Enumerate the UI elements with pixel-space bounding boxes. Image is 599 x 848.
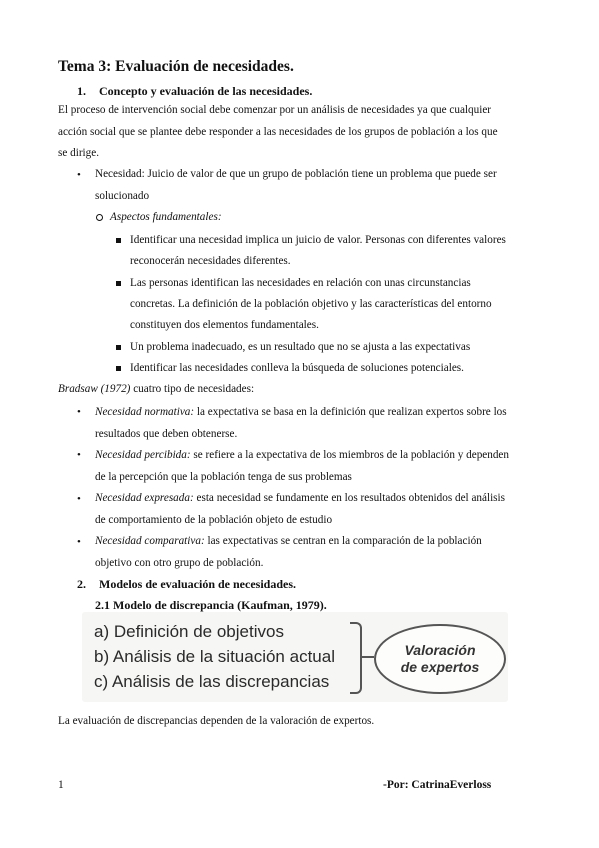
discrepancy-model-diagram bbox=[82, 612, 508, 702]
page-title: Tema 3: Evaluación de necesidades. bbox=[58, 58, 294, 75]
intro-line-3: se dirige. bbox=[58, 147, 100, 159]
section-2-number: 2. bbox=[77, 577, 86, 591]
bullet-icon: • bbox=[77, 536, 81, 548]
section-2-title: Modelos de evaluación de necesidades. bbox=[99, 577, 296, 591]
tipo-4-line-2: objetivo con otro grupo de población. bbox=[95, 557, 264, 569]
bullet-icon: • bbox=[77, 449, 81, 461]
tipo-2-text: se refiere a la expectativa de los miembros de la población y dependen bbox=[190, 449, 509, 461]
right-brace-icon bbox=[350, 622, 362, 694]
hollow-circle-bullet-icon bbox=[96, 214, 103, 221]
aspecto-2-line-2: concretas. La definición de la población objetivo y las características del entorno bbox=[130, 298, 492, 310]
tipo-3-term: Necesidad expresada: bbox=[95, 492, 194, 504]
section-1-heading bbox=[77, 84, 312, 99]
section-1-number: 1. bbox=[77, 84, 86, 98]
tipo-4-term: Necesidad comparativa: bbox=[95, 535, 205, 547]
page-number: 1 bbox=[58, 779, 64, 791]
diagram-item-c: c) Análisis de las discrepancias bbox=[94, 672, 330, 691]
diagram-item-b: b) Análisis de la situación actual bbox=[94, 647, 335, 666]
bradsaw-line bbox=[58, 379, 254, 400]
necesidad-line-2: solucionado bbox=[95, 190, 150, 202]
diagram-item-a: a) Definición de objetivos bbox=[94, 622, 284, 641]
closing-sentence: La evaluación de discrepancias dependen de la valoración de expertos. bbox=[58, 715, 375, 727]
tipo-2-line-1 bbox=[95, 445, 509, 466]
connector-line bbox=[362, 656, 374, 658]
aspecto-3-line-1: Un problema inadecuado, es un resultado que no se ajusta a las expectativas bbox=[130, 341, 471, 353]
aspecto-1-line-1: Identificar una necesidad implica un juicio de valor. Personas con diferentes valores bbox=[130, 234, 506, 246]
bradsaw-author: Bradsaw (1972) bbox=[58, 383, 131, 395]
square-bullet-icon bbox=[116, 366, 121, 371]
section-1-title: Concepto y evaluación de las necesidades. bbox=[99, 84, 313, 98]
tipo-3-text: esta necesidad se fundamente en los resultados obtenidos del análisis bbox=[193, 492, 506, 504]
bullet-icon: • bbox=[77, 169, 81, 181]
tipo-2-term: Necesidad percibida: bbox=[95, 449, 191, 461]
tipo-4-text: las expectativas se centran en la comparación de la población bbox=[204, 535, 482, 547]
tipo-1-line-1 bbox=[95, 402, 507, 423]
footer-author: -Por: CatrinaEverloss bbox=[383, 779, 492, 791]
tipo-1-term: Necesidad normativa: bbox=[95, 406, 195, 418]
square-bullet-icon bbox=[116, 238, 121, 243]
tipo-3-line-2: de comportamiento de la población objeto de estudio bbox=[95, 514, 333, 526]
result-line-1: Valoración bbox=[404, 642, 476, 658]
intro-line-1: El proceso de intervención social debe comenzar por un análisis de necesidades ya que cualquier bbox=[58, 104, 492, 116]
bradsaw-text: cuatro tipo de necesidades: bbox=[130, 383, 255, 395]
intro-line-2: acción social que se plantee debe responder a las necesidades de los grupos de población a los que bbox=[58, 126, 498, 138]
result-line-2: de expertos bbox=[400, 659, 480, 675]
necesidad-line-1: Necesidad: Juicio de valor de que un grupo de población tiene un problema que puede ser bbox=[95, 168, 497, 180]
tipo-4-line-1 bbox=[95, 531, 482, 552]
aspecto-2-line-3: constituyen dos elementos fundamentales. bbox=[130, 319, 319, 331]
aspecto-4-line-1: Identificar las necesidades conlleva la búsqueda de soluciones potenciales. bbox=[130, 362, 464, 374]
result-ellipse bbox=[374, 624, 506, 694]
aspecto-1-line-2: reconocerán necesidades diferentes. bbox=[130, 255, 291, 267]
tipo-1-line-2: resultados que deben obtenerse. bbox=[95, 428, 238, 440]
square-bullet-icon bbox=[116, 345, 121, 350]
aspecto-2-line-1: Las personas identifican las necesidades en relación con unas circunstancias bbox=[130, 277, 471, 289]
bullet-icon: • bbox=[77, 406, 81, 418]
subsection-heading: 2.1 Modelo de discrepancia (Kaufman, 1979). bbox=[95, 598, 327, 612]
bullet-icon: • bbox=[77, 493, 81, 505]
tipo-2-line-2: de la percepción que la población tenga de sus problemas bbox=[95, 471, 352, 483]
square-bullet-icon bbox=[116, 281, 121, 286]
section-2-heading bbox=[77, 577, 296, 592]
aspectos-label: Aspectos fundamentales: bbox=[110, 211, 222, 223]
tipo-3-line-1 bbox=[95, 488, 505, 509]
tipo-1-text: la expectativa se basa en la definición que realizan expertos sobre los bbox=[194, 406, 507, 418]
